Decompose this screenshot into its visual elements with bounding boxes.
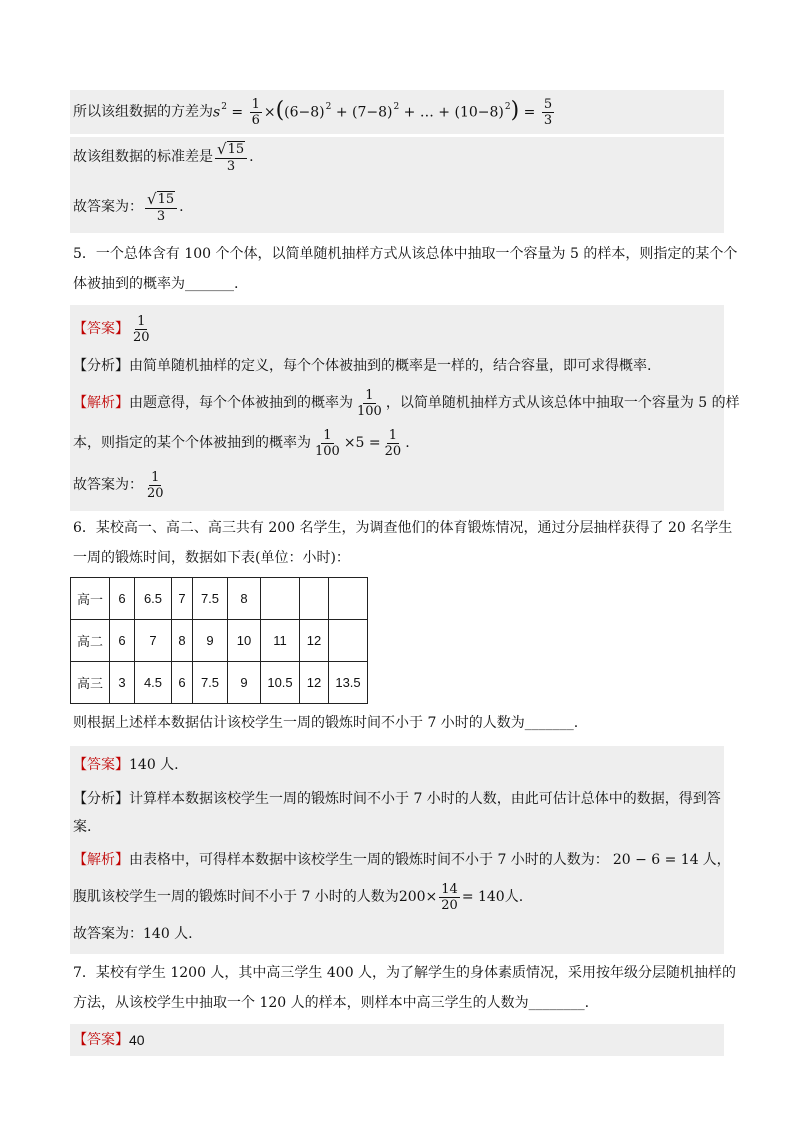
table-row <box>71 662 368 704</box>
q6-solution-line1: 【解析】 由表格中，可得样本数据中该校学生一周的锻炼时间不小于 7 小时的人数为： 20 − 6 = 14 人， <box>73 852 731 868</box>
q6-answer-line: 【答案】 140 人. <box>73 757 179 773</box>
q4-variance-line: 所以该组数据的方差为 $s^2$ = $\frac{1}{6}$ $\times((6-8)^2 + (7-8)^2$ + … + $(10-8)^2$) = $\frac{5}{3}$ <box>70 94 724 130</box>
table-cell: 6 <box>110 578 135 620</box>
table-row-header: 高一 <box>71 578 110 620</box>
q7-question: 7．某校有学生 1200 人，其中高三学生 400 人，为了解学生的身体素质情况，采用按年级分层随机抽样的 方法，从该校学生中抽取一个 120 人的样本，则样本中高三学生的人数为________. <box>73 965 737 1011</box>
q4-solution-block <box>70 90 724 134</box>
q5-analysis-line: 【分析】 由简单随机抽样的定义，每个个体被抽到的概率是一样的，结合容量，即可求得概率. <box>73 358 652 374</box>
q6-data-table <box>70 577 368 704</box>
table-row-header: 高二 <box>71 620 110 662</box>
q6-final-line: 故答案为：140 人. <box>73 926 193 942</box>
q7-answer-line: 【答案】 40 <box>73 1032 145 1048</box>
q6-analysis-line2: 案. <box>73 819 92 835</box>
table-cell: 9 <box>228 662 261 704</box>
table-cell <box>329 620 368 662</box>
q6-solution-block <box>70 746 731 954</box>
q5-solution-block <box>70 305 740 511</box>
q4-std-line: 故该组数据的标准差是 √ 15 3 . <box>73 139 254 174</box>
table-cell: 11 <box>261 620 300 662</box>
q6-analysis-line1: 【分析】 计算样本数据该校学生一周的锻炼时间不小于 7 小时的人数，由此可估计总体中的数据，得到答 <box>73 791 721 807</box>
q5-solution-line2: 本，则指定的某个个体被抽到的概率为 $\frac{1}{100}$ ×5 = $\frac{1}{20}$ . <box>73 427 410 459</box>
table-cell <box>329 578 368 620</box>
variance-formula: $s^2$ = $\frac{1}{6}$ $\times((6-8)^2 + (7-8)^2$ + … + $(10-8)^2$) = $\frac{5}{3}$ <box>213 96 553 128</box>
std-fraction: √ 15 3 <box>215 141 247 174</box>
table-cell: 7.5 <box>193 662 228 704</box>
table-cell: 7 <box>135 620 172 662</box>
document-page <box>70 90 740 1056</box>
table-row-header: 高三 <box>71 662 110 704</box>
table-cell <box>300 578 329 620</box>
q6-solution-line2: 腹肌该校学生一周的锻炼时间不小于 7 小时的人数为 200× $\frac{14}{20}$ = 140 人. <box>73 881 524 913</box>
table-row <box>71 578 368 620</box>
table-cell: 8 <box>172 620 193 662</box>
table-cell: 6 <box>110 620 135 662</box>
q5-answer-line: 【答案】 $\frac{1}{20}$ <box>73 313 150 345</box>
answer-fraction: √ 15 3 <box>145 191 177 224</box>
table-cell: 8 <box>228 578 261 620</box>
table-cell: 9 <box>193 620 228 662</box>
table-cell <box>261 578 300 620</box>
q7-solution-block <box>70 1024 724 1056</box>
table-cell: 12 <box>300 662 329 704</box>
table-cell: 6.5 <box>135 578 172 620</box>
table-cell: 7 <box>172 578 193 620</box>
q5-solution-line1: 【解析】 由题意得，每个个体被抽到的概率为 $\frac{1}{100}$ ，以简单随机抽样方式从该总体中抽取一个容量为 5 的样 <box>73 387 740 419</box>
table-cell: 7.5 <box>193 578 228 620</box>
table-cell: 4.5 <box>135 662 172 704</box>
table-cell: 6 <box>172 662 193 704</box>
q6-question: 6．某校高一、高二、高三共有 200 名学生，为调查他们的体育锻炼情况，通过分层抽样获得了 20 名学生 一周的锻炼时间，数据如下表(单位：小时)： <box>73 520 733 566</box>
table-cell: 10.5 <box>261 662 300 704</box>
q5-question: 5．一个总体含有 100 个个体，以简单随机抽样方式从该总体中抽取一个容量为 5 的样本，则指定的某个个 体被抽到的概率为_______. <box>73 246 738 292</box>
table-row <box>71 620 368 662</box>
table-cell: 12 <box>300 620 329 662</box>
q4-answer-line: 故答案为： √ 15 3 . <box>73 189 184 224</box>
q5-final-line: 故答案为： $\frac{1}{20}$ <box>73 469 164 501</box>
q4-std-block <box>70 137 724 233</box>
table-cell: 13.5 <box>329 662 368 704</box>
table-cell: 10 <box>228 620 261 662</box>
q6-question-line3: 则根据上述样本数据估计该校学生一周的锻炼时间不小于 7 小时的人数为_______. <box>73 715 579 731</box>
table-cell: 3 <box>110 662 135 704</box>
